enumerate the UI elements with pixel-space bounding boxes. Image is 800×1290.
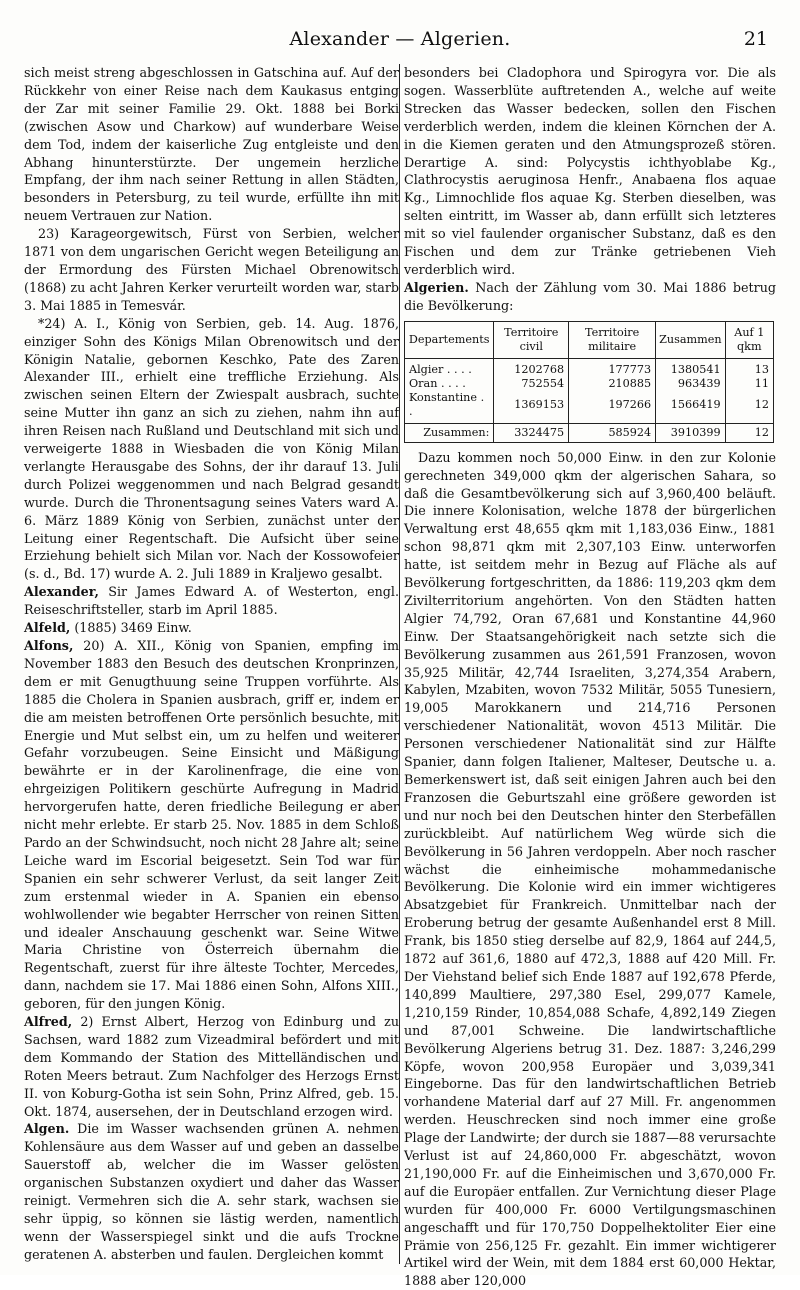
headword: Algerien. xyxy=(404,279,469,295)
page-header xyxy=(24,26,776,56)
running-title: Alexander — Algerien. xyxy=(289,28,511,50)
table-cell: 197266 xyxy=(569,391,656,424)
entry-alfeld xyxy=(24,619,399,637)
headword: Alfred, xyxy=(24,1014,73,1030)
paragraph-alexander-i-serbia: *24) A. I., König von Serbien, geb. 14. Aug. 1876, einziger Sohn des Königs Milan Obrenowitsch und der Königin Natalie, gebornen Keschko, Pate des Zaren Alexander III., erhielt eine treffliche Erziehung. Als zwischen seinen Eltern der Zwiespalt ausbrach, suchte seine Mutter ihn ganz an sich zu ziehen, nahm ihn auf ihren Reisen nach Rußland und Deutschland mit sich und verweigerte 1888 in Wiesbaden die von König Milan verlangte Herausgabe des Sohns, der ihr darauf 13. Juli durch Polizei weggenommen und nach Belgrad gesandt wurde. Durch die Thronentsagung seines Vaters ward A. 6. März 1889 König von Serbien, zunächst unter der Leitung einer Regentschaft. Die Aufsicht über seine Erziehung behielt sich Milan vor. Nach der Kossowofeier (s. d., Bd. 17) wurde A. 2. Juli 1889 in Kraljewo gesalbt. xyxy=(24,315,399,582)
column-divider xyxy=(399,64,400,1264)
left-column xyxy=(24,64,399,1264)
entry-text: Die im Wasser wachsenden grünen A. nehmen Kohlensäure aus dem Wasser auf und geben an dasselbe Sauerstoff ab, welcher die im Wasser gelösten organischen Substanzen oxydiert und daher das Wasser reinigt. Vermehren sich die A. sehr stark, wachsen sie sehr üppig, so können sie lästig werden, namentlich wenn der Wasserspiegel sinkt und die aufs Trockne geratenen A. absterben und faulen. Dergleichen kommt xyxy=(24,1121,399,1262)
table-total-row xyxy=(405,423,774,442)
entry-text: Sir James Edward A. of Westerton, engl. Reiseschriftsteller, starb im April 1885. xyxy=(24,584,399,618)
table-cell: 585924 xyxy=(569,423,656,442)
paragraph-algerien-statistics: Dazu kommen noch 50,000 Einw. in den zur Kolonie gerechneten 349,000 qkm der algerischen Sahara, so daß die Gesamtbevölkerung sich auf 3,960,400 beläuft. Die innere Kolonisation, welche 1878 der bürgerlichen Verwaltung erst 48,655 qkm mit 1,183,036 Einw., 1881 schon 98,871 qkm mit 2,307,103 Einw. unterworfen hatte, ist seitdem mehr in Bezug auf Fläche als auf Bevölkerung fortgeschritten, da 1886: 119,203 qkm dem Zivilterritorium angehörten. Von den Städten hatten Algier 74,792, Oran 67,681 und Konstantine 44,960 Einw. Der Staatsangehörigkeit nach setzte sich die Bevölkerung zusammen aus 261,591 Franzosen, wovon 35,925 Militär, 42,744 Israeliten, 3,274,354 Arabern, Kabylen, Mzabiten, wovon 7532 Militär, 5055 Tunesiern, 19,005 Marokkanern und 214,716 Personen verschiedener Nationalität, wovon 4513 Militär. Die Personen verschiedener Nationalität sind zur Hälfte Spanier, dann folgen Italiener, Malteser, Deutsche u. a. Bemerkenswert ist, daß seit einigen Jahren auch bei den Franzosen die Geburtszahl eine größere geworden ist und nur noch bei den Deutschen hinter den Sterbefällen zurückbleibt. Auf natürlichem Weg würde sich die Bevölkerung in 56 Jahren verdoppeln. Aber noch rascher wächst die einheimische mohammedanische Bevölkerung. Die Kolonie wird ein immer wichtigeres Absatzgebiet für Frankreich. Unmittelbar nach der Eroberung betrug der gesamte Außenhandel erst 8 Mill. Frank, bis 1850 stieg derselbe auf 82,9, 1864 auf 244,5, 1872 auf 361,6, 1880 auf 472,3, 1888 auf 420 Mill. Fr. Der Viehstand belief sich Ende 1887 auf 192,678 Pferde, 140,899 Maultiere, 297,380 Esel, 299,077 Kamele, 1,210,159 Rinder, 10,854,088 Schafe, 4,892,149 Ziegen und 87,001 Schweine. Die landwirtschaftliche Bevölkerung Algeriens betrug 31. Dez. 1887: 3,246,299 Köpfe, wovon 200,958 Europäer und 3,039,341 Eingeborne. Das für den landwirtschaftlichen Betrieb vorhandene Material darf auf 27 Mill. Fr. angenommen werden. Heuschrecken sind noch immer eine große Plage der Landwirte; der durch sie 1887—88 verursachte Verlust ist auf 24,860,000 Fr. abgeschätzt, wovon 21,190,000 Fr. auf die Einheimischen und 3,670,000 Fr. auf die Europäer entfallen. Zur Vernichtung dieser Plage wurden für 400,000 Fr. 6000 Vertilgungsmaschinen angeschafft und für 170,750 Doppelhektoliter Eier eine Prämie von 256,125 Fr. gezahlt. Ein immer wichtigerer Artikel wird der Wein, mit dem 1884 erst 60,000 Hektar, 1888 aber 120,000 xyxy=(404,449,776,1289)
table-header-row xyxy=(405,321,774,358)
entry-text: 2) Ernst Albert, Herzog von Edinburg und zu Sachsen, ward 1882 zum Vizeadmiral befördert und mit dem Kommando der Station des Mittelländischen und Roten Meers betraut. Zum Nachfolger des Herzogs Ernst II. von Koburg-Gotha ist sein Sohn, Prinz Alfred, geb. 15. Okt. 1874, ausersehen, der in Deutschland erzogen wird. xyxy=(24,1014,399,1119)
table-cell: Konstantine . . xyxy=(405,391,494,424)
table-row xyxy=(405,377,774,391)
table-row xyxy=(405,391,774,424)
table-cell: 752554 xyxy=(494,377,569,391)
column-header: Territoire civil xyxy=(494,321,569,358)
table-cell: 1380541 xyxy=(656,358,725,377)
entry-alexander xyxy=(24,583,399,619)
table-cell: 963439 xyxy=(656,377,725,391)
headword: Algen. xyxy=(24,1121,70,1137)
paragraph-alexander-iii-end: sich meist streng abgeschlossen in Gatschina auf. Auf der Rückkehr von einer Reise nach dem Kaukasus entging der Zar mit seiner Familie 29. Okt. 1888 bei Borki (zwischen Asow und Charkow) auf wunderbare Weise dem Tod, indem der kaiserliche Zug entgleiste und den Abhang hinunterstürzte. Der ungemein herzliche Empfang, der ihm nach seiner Rettung in allen Städten, besonders in Petersburg, zu teil wurde, erfüllte ihn mit neuem Vertrauen zur Nation. xyxy=(24,65,399,224)
population-table xyxy=(404,321,774,443)
table-cell: Zusammen: xyxy=(405,423,494,442)
table-cell: 177773 xyxy=(569,358,656,377)
table-cell: 3324475 xyxy=(494,423,569,442)
column-header: Territoire militaire xyxy=(569,321,656,358)
table-cell: 1369153 xyxy=(494,391,569,424)
table-cell: 11 xyxy=(725,377,773,391)
column-header: Zusammen xyxy=(656,321,725,358)
table-row xyxy=(405,358,774,377)
entry-text: (1885) 3469 Einw. xyxy=(74,620,192,636)
entry-text: Nach der Zählung vom 30. Mai 1886 betrug die Bevölkerung: xyxy=(404,279,776,313)
column-header: Auf 1 qkm xyxy=(725,321,773,358)
right-column xyxy=(404,64,776,1289)
paragraph-algen-continued: besonders bei Cladophora und Spirogyra vor. Die als sogen. Wasserblüte auftretenden A., welche auf weite Strecken das Wasser bedecken, sollen den Fischen verderblich werden, indem die kleinen Körnchen der A. in die Kiemen geraten und den Atmungsprozeß stören. Derartige A. sind: Polycystis ichthyoblabe Kg., Clathrocystis aeruginosa Henfr., Anabaena flos aquae Kg., Limnochlide flos aquae Kg. Sterben dieselben, was selten eintritt, im Wasser ab, dann erfüllt sich letzteres mit so viel faulender organischer Substanz, daß es den Fischen und dem zur Tränke getriebenen Vieh verderblich wird. xyxy=(404,65,776,277)
headword: Alfeld, xyxy=(24,620,71,636)
table-cell: 210885 xyxy=(569,377,656,391)
table-cell: 12 xyxy=(725,423,773,442)
entry-algen xyxy=(24,1120,399,1263)
headword: Alfons, xyxy=(24,638,74,653)
entry-alfred xyxy=(24,1013,399,1120)
headword: Alexander, xyxy=(24,584,99,600)
table-cell: 13 xyxy=(725,358,773,377)
table-cell: 12 xyxy=(725,391,773,424)
page-number: 21 xyxy=(743,28,768,50)
entry-text: 20) A. XII., König von Spanien, empfing im November 1883 den Besuch des deutschen Kronprinzen, dem er mit Genugthuung seine Truppen vorführte. Als 1885 die Cholera in Spanien ausbrach, griff er, indem er die am meisten betroffenen Orte persönlich besuchte, mit Energie und Mut selbst ein, um zu helfen und weiterer Gefahr vorzubeugen. Seine Einsicht und Mäßigung bewährte er in der Karolinenfrage, die eine von ehrgeizigen Politikern geschürte Aufregung in Madrid hervorgerufen hatte, deren friedliche Beilegung er aber nicht mehr erlebte. Er starb 25. Nov. 1885 in dem Schloß Pardo an der Schwindsucht, noch nicht 28 Jahre alt; seine Leiche ward im Escorial beigesetzt. Sein Tod war für Spanien ein sehr schwerer Verlust, da seit langer Zeit zum erstenmal wieder in A. Spanien ein ebenso wohlwollender wie begabter Herrscher von reinen Sitten und idealer Anschauung geschenkt war. Seine Witwe Maria Christine von Österreich übernahm die Regentschaft, zuerst für ihre älteste Tochter, Mercedes, dann, nachdem sie 17. Mai 1886 einen Sohn, Alfons XIII., geboren, für den jungen König. xyxy=(24,638,399,1012)
table-cell: 1566419 xyxy=(656,391,725,424)
entry-alfons xyxy=(24,637,399,1013)
table-cell: 3910399 xyxy=(656,423,725,442)
table-cell: 1202768 xyxy=(494,358,569,377)
entry-algerien xyxy=(404,279,776,315)
paragraph-karageorgewitsch: 23) Karageorgewitsch, Fürst von Serbien, welcher 1871 von dem ungarischen Gericht wegen Beteiligung an der Ermordung des Fürsten Michael Obrenowitsch (1868) zu acht Jahren Kerker verurteilt worden war, starb 3. Mai 1885 in Temesvár. xyxy=(24,226,399,313)
table-cell: Oran . . . . xyxy=(405,377,494,391)
table-cell: Algier . . . . xyxy=(405,358,494,377)
column-header: Departements xyxy=(405,321,494,358)
